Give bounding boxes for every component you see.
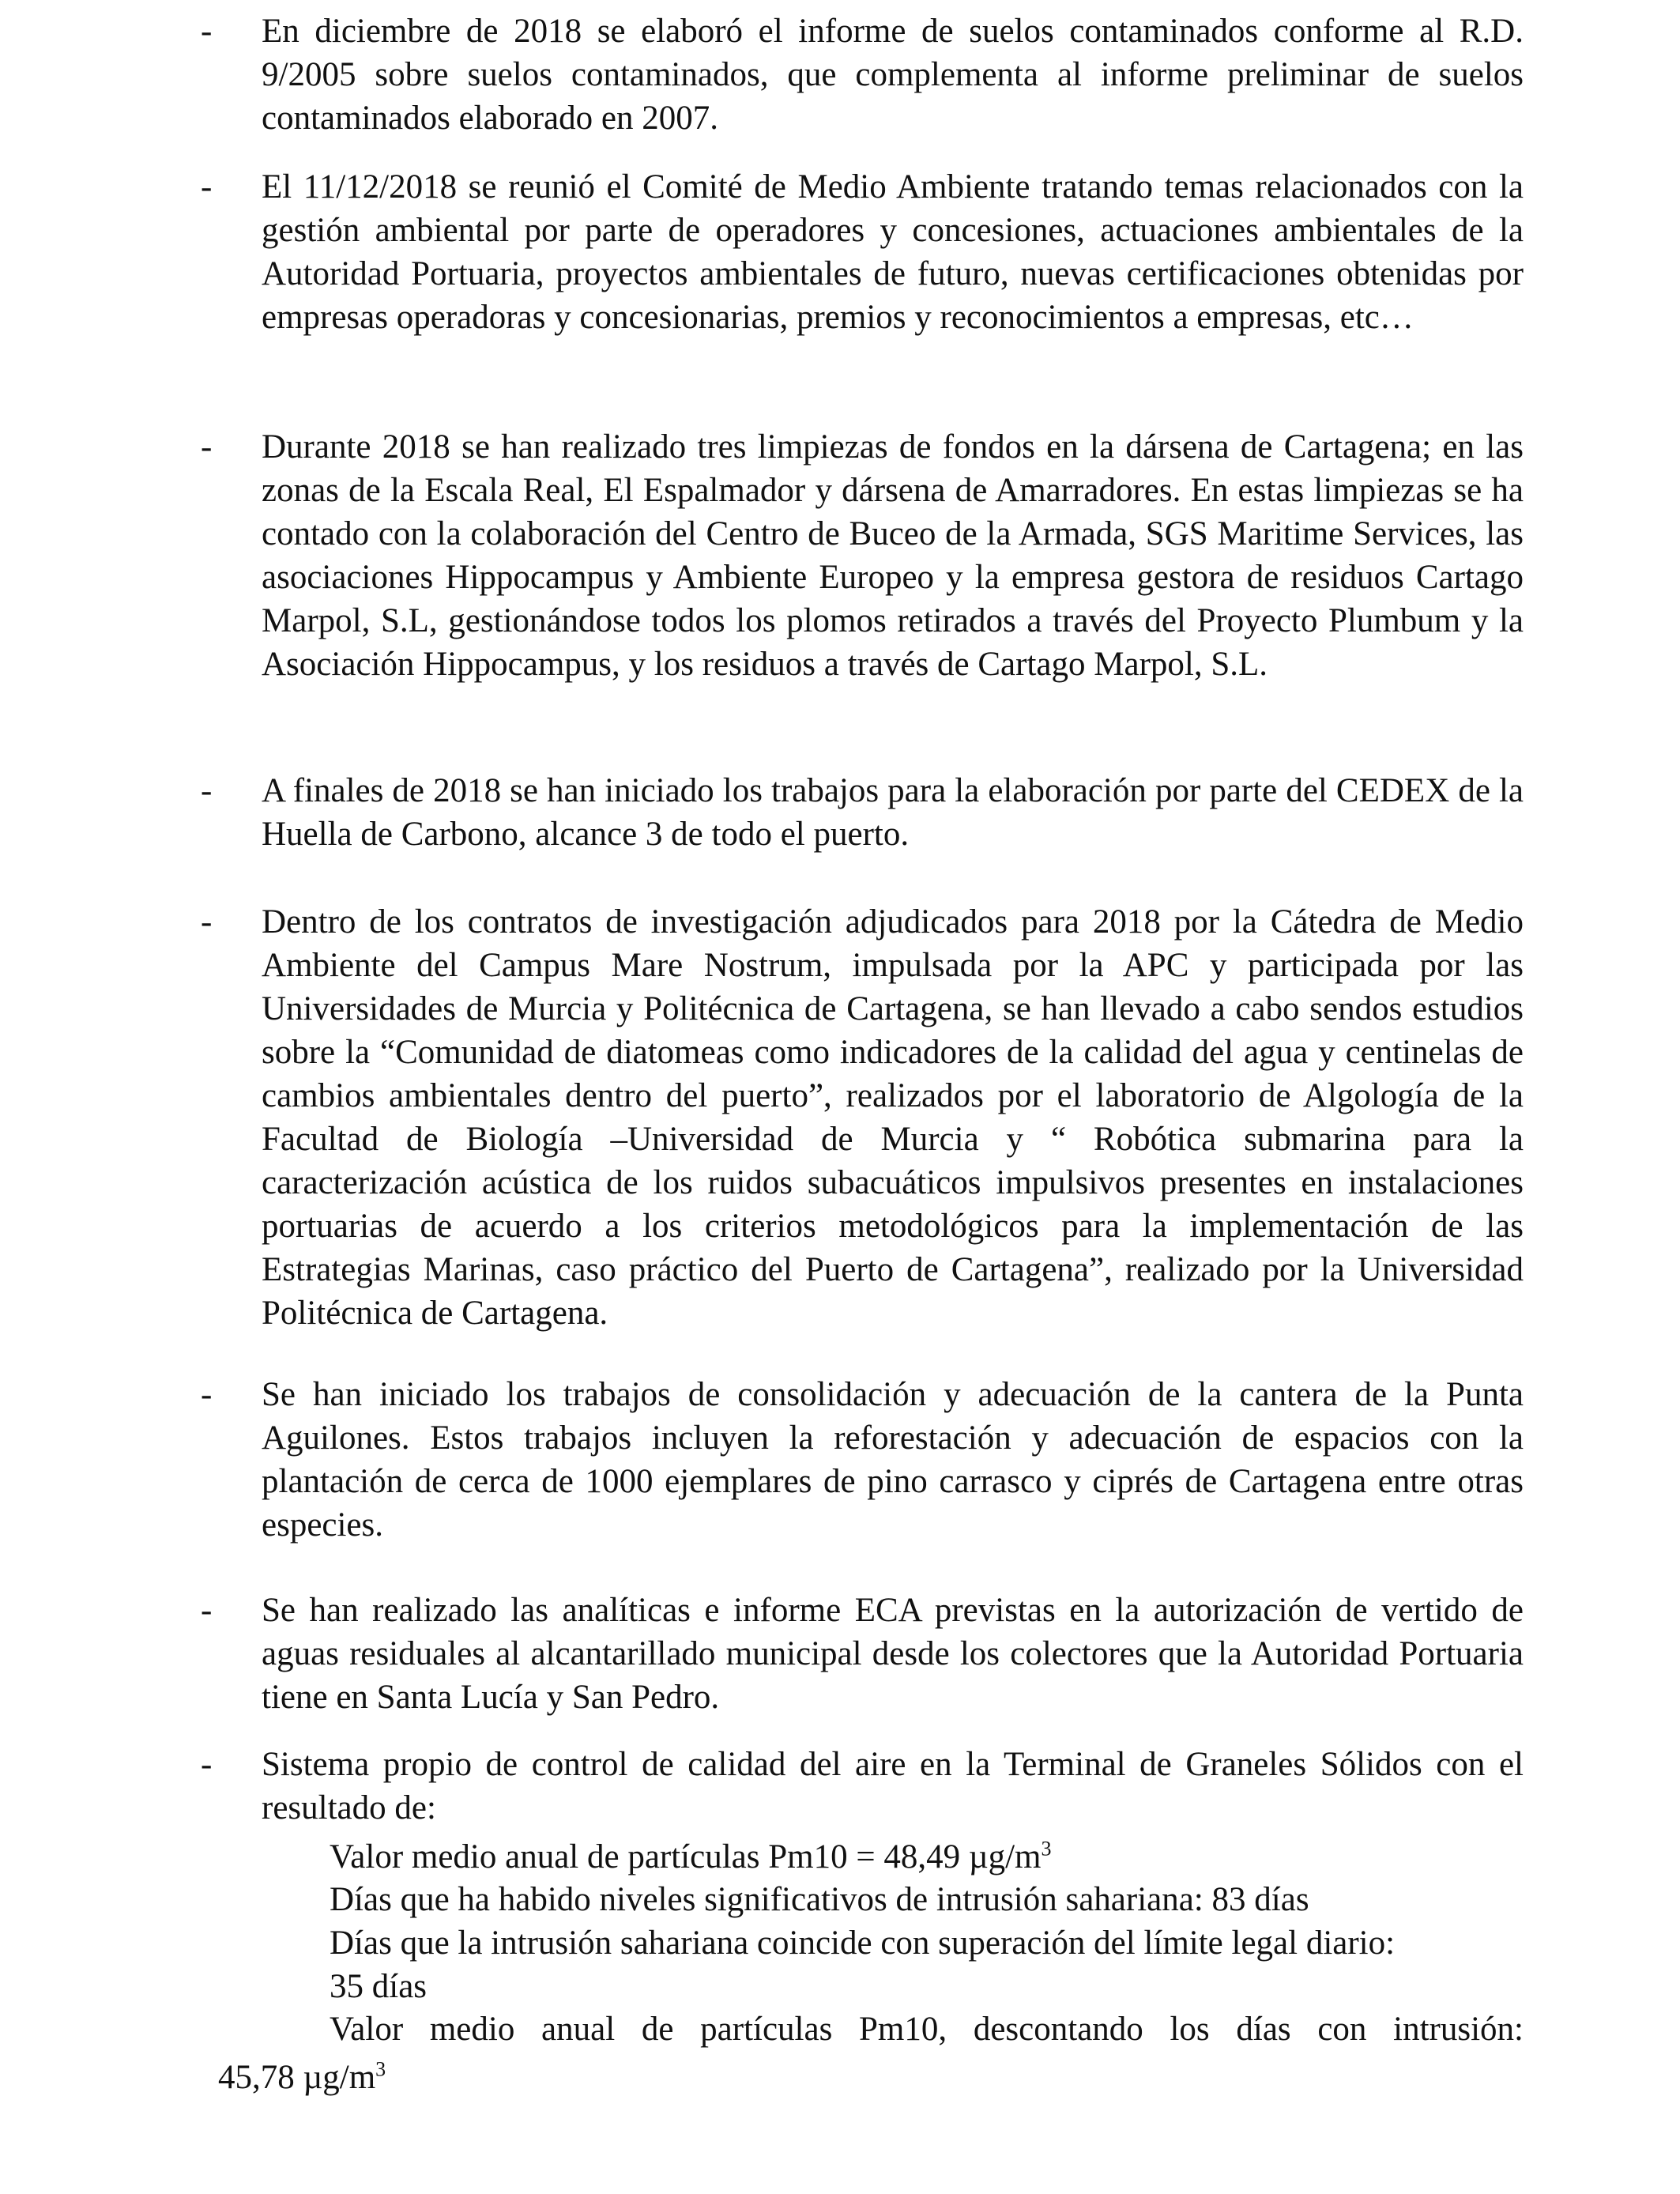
- paragraph-quarry-reforestation: Se han iniciado los trabajos de consolidación y adecuación de la cantera de la Punta Aguilones. Estos trabajos incluyen la reforestación y adecuación de espacios con la plantación de cerca de 1000 ejemplares de pino carrasco y ciprés de Cartagena entre otras especies.: [262, 1376, 1524, 1544]
- paragraph-seabed-cleanup: Durante 2018 se han realizado tres limpiezas de fondos en la dársena de Cartagena; en las zonas de la Escala Real, El Espalmador y dársena de Amarradores. En estas limpiezas se ha contado con la colaboración del Centro de Buceo de la Armada, SGS Maritime Services, las asociaciones Hippocampus y Ambiente Europeo y la empresa gestora de residuos Cartago Marpol, S.L, gestionándose todos los plomos retirados a través del Proyecto Plumbum y la Asociación Hippocampus, y los residuos a través de Cartago Marpol, S.L.: [262, 428, 1524, 683]
- air-quality-mean-line: [330, 1835, 1052, 1879]
- bullet-dash: -: [201, 428, 213, 466]
- paragraph-soil-report: En diciembre de 2018 se elaboró el informe de suelos contaminados conforme al R.D. 9/2005 sobre suelos contaminados, que complementa al informe preliminar de suelos contaminados elaborado en 2007.: [262, 13, 1524, 137]
- bullet-dash: -: [201, 1592, 213, 1629]
- list-item: [201, 1743, 1524, 1830]
- mean-excluding-intrusion-value: 45,78 µg/m: [218, 2059, 376, 2096]
- superscript: 3: [1041, 1837, 1052, 1860]
- paragraph-air-quality-system: Sistema propio de control de calidad del aire en la Terminal de Graneles Sólidos con el resultado de:: [262, 1746, 1524, 1826]
- list-item: [201, 425, 1524, 686]
- list-item: [201, 769, 1524, 856]
- mean-excluding-intrusion-line: Valor medio anual de partículas Pm10, descontando los días con intrusión:: [330, 2011, 1524, 2048]
- list-item: [201, 1589, 1524, 1719]
- saharan-exceedance-days: 35 días: [330, 1968, 428, 2005]
- superscript: 3: [375, 2057, 386, 2081]
- saharan-exceedance-line: Días que la intrusión sahariana coincide con superación del límite legal diario:: [330, 1924, 1396, 1962]
- bullet-dash: -: [201, 168, 213, 205]
- paragraph-carbon-footprint: A finales de 2018 se han iniciado los trabajos para la elaboración por parte del CEDEX de la Huella de Carbono, alcance 3 de todo el puerto.: [262, 772, 1524, 853]
- bullet-dash: -: [201, 13, 213, 50]
- paragraph-environment-committee: El 11/12/2018 se reunió el Comité de Medio Ambiente tratando temas relacionados con la gestión ambiental por parte de operadores y concesiones, actuaciones ambientales de la Autoridad Portuaria, proyectos ambientales de futuro, nuevas certificaciones obtenidas por empresas operadoras y concesionarias, premios y reconocimientos a empresas, etc…: [262, 168, 1524, 336]
- saharan-days-line: Días que ha habido niveles significativos de intrusión sahariana: 83 días: [330, 1881, 1309, 1918]
- air-quality-mean-value: Valor medio anual de partículas Pm10 = 48,49 µg/m: [330, 1838, 1042, 1875]
- list-item: [201, 1373, 1524, 1547]
- bullet-dash: -: [201, 1376, 213, 1413]
- bullet-dash: -: [201, 772, 213, 809]
- mean-excluding-intrusion-value-line: [218, 2056, 386, 2099]
- paragraph-research-contracts: Dentro de los contratos de investigación adjudicados para 2018 por la Cátedra de Medio Ambiente del Campus Mare Nostrum, impulsada por la APC y participada por las Universidades de Murcia y Politécnica de Cartagena, se han llevado a cabo sendos estudios sobre la “Comunidad de diatomeas como indicadores de la calidad del agua y centinelas de cambios ambientales dentro del puerto”, realizados por el laboratorio de Algología de la Facultad de Biología –Universidad de Murcia y “ Robótica submarina para la caracterización acústica de los ruidos subacuáticos impulsivos presentes en instalaciones portuarias de acuerdo a los criterios metodológicos para la implementación de las Estrategias Marinas, caso práctico del Puerto de Cartagena”, realizado por la Universidad Politécnica de Cartagena.: [262, 903, 1524, 1332]
- bullet-dash: -: [201, 1746, 213, 1783]
- list-item: [201, 9, 1524, 140]
- paragraph-wastewater-analysis: Se han realizado las analíticas e informe ECA previstas en la autorización de vertido de aguas residuales al alcantarillado municipal desde los colectores que la Autoridad Portuaria tiene en Santa Lucía y San Pedro.: [262, 1592, 1524, 1716]
- bullet-dash: -: [201, 903, 213, 941]
- list-item: [201, 165, 1524, 339]
- list-item: [201, 900, 1524, 1335]
